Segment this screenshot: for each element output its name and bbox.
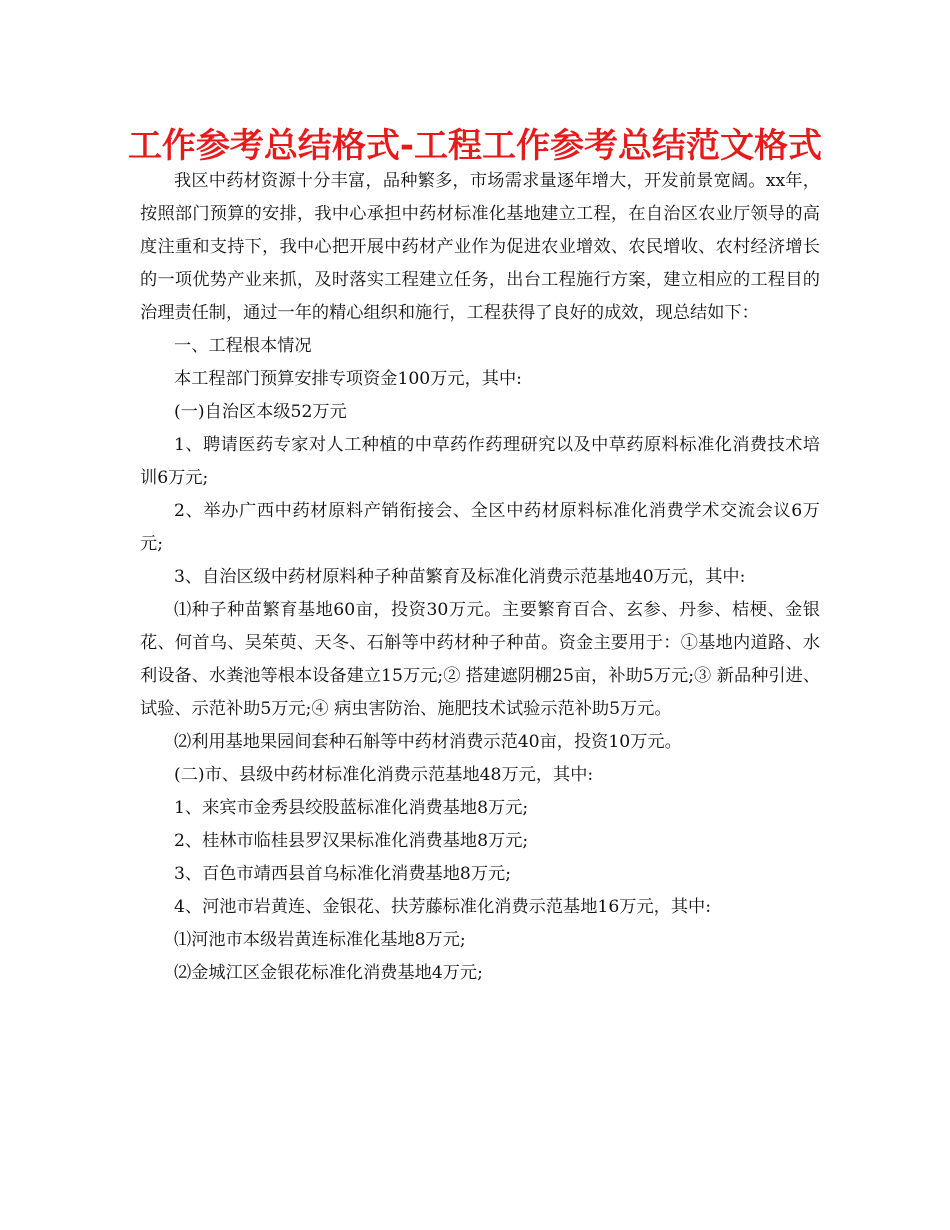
list-item: ⑴河池市本级岩黄连标准化基地8万元;	[174, 930, 466, 950]
list-item: ⑵利用基地果园间套种石斛等中药材消费示范40亩，投资10万元。	[174, 732, 682, 752]
subsection-heading: (二)市、县级中药材标准化消费示范基地48万元，其中:	[174, 765, 594, 785]
section-heading: 一、工程根本情况	[174, 336, 312, 356]
list-item: 1、聘请医药专家对人工种植的中草药作药理研究以及中草药原料标准化消费技术培训6万元;	[140, 435, 820, 488]
list-item: 4、河池市岩黄连、金银花、扶芳藤标准化消费示范基地16万元，其中:	[174, 897, 712, 917]
subsection-heading: (一)自治区本级52万元	[174, 402, 347, 422]
paragraph: 本工程部门预算安排专项资金100万元，其中:	[174, 369, 522, 389]
list-item: 3、百色市靖西县首乌标准化消费基地8万元;	[174, 864, 512, 884]
list-item: 3、自治区级中药材原料种子种苗繁育及标准化消费示范基地40万元，其中:	[174, 567, 746, 587]
document-body	[140, 165, 820, 990]
list-item: 2、举办广西中药材原料产销衔接会、全区中药材原料标准化消费学术交流会议6万元;	[140, 501, 820, 554]
list-item: ⑴种子种苗繁育基地60亩，投资30万元。主要繁育百合、玄参、丹参、桔梗、金银花、何首乌、吴茱萸、天冬、石斛等中药材种子种苗。资金主要用于：①基地内道路、水利设备、水粪池等根本设备建立15万元;② 搭建遮阴棚25亩，补助5万元;③ 新品种引进、试验、示范补助5万元;④ 病虫害防治、施肥技术试验示范补助5万元。	[140, 600, 821, 719]
list-item: 2、桂林市临桂县罗汉果标准化消费基地8万元;	[174, 831, 529, 851]
paragraph-intro: 我区中药材资源十分丰富，品种繁多，市场需求量逐年增大，开发前景宽阔。xx年，按照部门预算的安排，我中心承担中药材标准化基地建立工程，在自治区农业厅领导的高度注重和支持下，我中心把开展中药材产业作为促进农业增效、农民增收、农村经济增长的一项优势产业来抓，及时落实工程建立任务，出台工程施行方案，建立相应的工程目的治理责任制，通过一年的精心组织和施行，工程获得了良好的成效，现总结如下：	[140, 171, 820, 323]
list-item: 1、来宾市金秀县绞股蓝标准化消费基地8万元;	[174, 798, 529, 818]
list-item: ⑵金城江区金银花标准化消费基地4万元;	[174, 963, 483, 983]
document-title: 工作参考总结格式-工程工作参考总结范文格式	[127, 126, 823, 166]
